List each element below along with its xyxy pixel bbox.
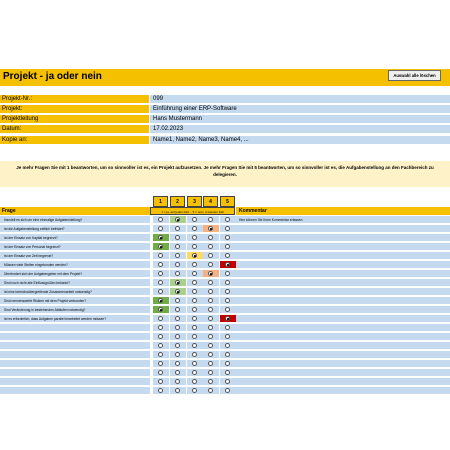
radio-button[interactable] — [192, 343, 197, 348]
rating-cell-2[interactable] — [170, 234, 187, 242]
rating-cell-2[interactable] — [170, 333, 187, 341]
question-text: Ist der Einsatz von Kapital begrenzt? — [0, 234, 150, 242]
comment-field[interactable] — [236, 261, 450, 269]
radio-button[interactable] — [175, 388, 180, 393]
radio-button[interactable] — [192, 235, 197, 240]
radio-button[interactable] — [158, 370, 163, 375]
radio-button[interactable] — [225, 289, 230, 294]
rating-cell-2[interactable] — [170, 306, 187, 314]
rating-cell-5[interactable] — [220, 216, 237, 224]
rating-cell-4[interactable] — [203, 279, 220, 287]
rating-cell-1[interactable] — [153, 333, 170, 341]
rating-cell-4[interactable] — [203, 270, 220, 278]
project-number-field[interactable]: 099 — [150, 95, 450, 104]
rating-cell-4[interactable] — [203, 297, 220, 305]
rating-cell-2[interactable] — [170, 324, 187, 332]
radio-button[interactable] — [175, 352, 180, 357]
radio-button[interactable] — [208, 217, 213, 222]
radio-button[interactable] — [208, 370, 213, 375]
rating-cell-1[interactable] — [153, 360, 170, 368]
question-text: Ist die Aufgabenstellung zeitlich befristet? — [0, 225, 150, 233]
radio-button[interactable] — [158, 325, 163, 330]
radio-button[interactable] — [175, 235, 180, 240]
rating-cell-1[interactable] — [153, 297, 170, 305]
radio-button[interactable] — [192, 379, 197, 384]
radio-button[interactable] — [158, 289, 163, 294]
radio-button[interactable] — [225, 361, 230, 366]
radio-button[interactable] — [225, 316, 230, 321]
radio-button[interactable] — [225, 352, 230, 357]
rating-cell-2[interactable] — [170, 243, 187, 251]
rating-cell-5[interactable] — [220, 225, 237, 233]
comment-field[interactable] — [236, 270, 450, 278]
radio-button[interactable] — [208, 244, 213, 249]
rating-cell-1[interactable] — [153, 306, 170, 314]
radio-button[interactable] — [192, 334, 197, 339]
rating-cell-3[interactable] — [187, 351, 204, 359]
rating-cell-3[interactable] — [187, 261, 204, 269]
copy-to-label: Kopie an: — [0, 136, 149, 145]
rating-cell-5[interactable] — [220, 234, 237, 242]
question-text: Sind nennenswerte Risiken mit dem Projekt verbunden? — [0, 297, 150, 305]
date-field[interactable]: 17.02.2023 — [150, 125, 450, 134]
rating-cell-5[interactable] — [220, 279, 237, 287]
radio-button[interactable] — [192, 325, 197, 330]
rating-cell-2[interactable] — [170, 360, 187, 368]
rating-cell-2[interactable] — [170, 351, 187, 359]
rating-cell-1[interactable] — [153, 252, 170, 260]
rating-cell-5[interactable] — [220, 261, 237, 269]
rating-cell-5[interactable] — [220, 351, 237, 359]
rating-cell-4[interactable] — [203, 342, 220, 350]
radio-button[interactable] — [158, 343, 163, 348]
rating-cell-1[interactable] — [153, 270, 170, 278]
rating-cell-3[interactable] — [187, 369, 204, 377]
radio-button[interactable] — [175, 244, 180, 249]
question-text: Überfordert sich der Aufgabengeber mit dem Projekt? — [0, 270, 150, 278]
rating-cell-3[interactable] — [187, 216, 204, 224]
rating-cell-2[interactable] — [170, 315, 187, 323]
rating-cell-2[interactable] — [170, 279, 187, 287]
comment-field[interactable] — [236, 351, 450, 359]
radio-button[interactable] — [158, 361, 163, 366]
rating-cell-3[interactable] — [187, 243, 204, 251]
rating-cell-4[interactable] — [203, 261, 220, 269]
rating-cell-2[interactable] — [170, 225, 187, 233]
rating-cell-3[interactable] — [187, 270, 204, 278]
project-lead-field[interactable]: Hans Mustermann — [150, 115, 450, 124]
radio-button[interactable] — [175, 361, 180, 366]
radio-button[interactable] — [158, 253, 163, 258]
scale-header-2: 2 — [170, 196, 185, 207]
radio-button[interactable] — [192, 253, 197, 258]
radio-button[interactable] — [192, 217, 197, 222]
rating-cell-2[interactable] — [170, 342, 187, 350]
radio-button[interactable] — [158, 217, 163, 222]
rating-cell-2[interactable] — [170, 261, 187, 269]
rating-cell-4[interactable] — [203, 387, 220, 395]
rating-cell-3[interactable] — [187, 297, 204, 305]
radio-button[interactable] — [225, 370, 230, 375]
page-title: Projekt - ja oder nein — [3, 71, 102, 82]
rating-cell-1[interactable] — [153, 288, 170, 296]
radio-button[interactable] — [208, 352, 213, 357]
radio-button[interactable] — [225, 334, 230, 339]
rating-cell-2[interactable] — [170, 252, 187, 260]
radio-button[interactable] — [175, 253, 180, 258]
radio-button[interactable] — [208, 379, 213, 384]
radio-button[interactable] — [225, 253, 230, 258]
rating-cell-3[interactable] — [187, 333, 204, 341]
question-text: Handelt es sich um eine einmalige Aufgabenstellung? — [0, 216, 150, 224]
radio-button[interactable] — [208, 316, 213, 321]
radio-button[interactable] — [175, 298, 180, 303]
question-text — [0, 333, 150, 341]
radio-button[interactable] — [208, 343, 213, 348]
rating-cell-5[interactable] — [220, 342, 237, 350]
comment-field[interactable] — [236, 252, 450, 260]
question-text — [0, 360, 150, 368]
rating-cell-5[interactable] — [220, 387, 237, 395]
rating-cell-4[interactable] — [203, 315, 220, 323]
rating-cell-3[interactable] — [187, 279, 204, 287]
radio-button[interactable] — [225, 235, 230, 240]
rating-cell-3[interactable] — [187, 342, 204, 350]
question-text: Ist der Einsatz von Personal begrenzt? — [0, 243, 150, 251]
rating-cell-4[interactable] — [203, 225, 220, 233]
radio-button[interactable] — [192, 388, 197, 393]
rating-cell-4[interactable] — [203, 243, 220, 251]
radio-button[interactable] — [192, 298, 197, 303]
rating-cell-5[interactable] — [220, 270, 237, 278]
rating-cell-1[interactable] — [153, 369, 170, 377]
question-text — [0, 351, 150, 359]
radio-button[interactable] — [192, 352, 197, 357]
radio-button[interactable] — [208, 226, 213, 231]
comment-field[interactable] — [236, 360, 450, 368]
rating-cell-2[interactable] — [170, 270, 187, 278]
radio-button[interactable] — [192, 289, 197, 294]
rating-cell-2[interactable] — [170, 378, 187, 386]
rating-cell-3[interactable] — [187, 387, 204, 395]
rating-cell-1[interactable] — [153, 324, 170, 332]
rating-cell-4[interactable] — [203, 333, 220, 341]
radio-button[interactable] — [158, 262, 163, 267]
radio-button[interactable] — [192, 280, 197, 285]
rating-cell-4[interactable] — [203, 360, 220, 368]
radio-button[interactable] — [192, 370, 197, 375]
radio-button[interactable] — [192, 316, 197, 321]
radio-button[interactable] — [225, 271, 230, 276]
rating-cell-1[interactable] — [153, 234, 170, 242]
question-text — [0, 342, 150, 350]
radio-button[interactable] — [175, 379, 180, 384]
rating-cell-1[interactable] — [153, 342, 170, 350]
radio-button[interactable] — [158, 379, 163, 384]
rating-cell-2[interactable] — [170, 216, 187, 224]
radio-button[interactable] — [225, 307, 230, 312]
radio-button[interactable] — [208, 388, 213, 393]
radio-button[interactable] — [175, 262, 180, 267]
rating-cell-4[interactable] — [203, 306, 220, 314]
radio-button[interactable] — [225, 226, 230, 231]
radio-button[interactable] — [158, 235, 163, 240]
radio-button[interactable] — [208, 262, 213, 267]
rating-cell-2[interactable] — [170, 387, 187, 395]
radio-button[interactable] — [192, 262, 197, 267]
radio-button[interactable] — [225, 343, 230, 348]
radio-button[interactable] — [158, 307, 163, 312]
rating-cell-1[interactable] — [153, 261, 170, 269]
radio-button[interactable] — [158, 352, 163, 357]
radio-button[interactable] — [192, 244, 197, 249]
radio-button[interactable] — [175, 370, 180, 375]
question-column-header: Frage — [0, 207, 150, 215]
radio-button[interactable] — [225, 325, 230, 330]
rating-cell-5[interactable] — [220, 315, 237, 323]
radio-button[interactable] — [175, 307, 180, 312]
rating-cell-4[interactable] — [203, 216, 220, 224]
rating-cell-5[interactable] — [220, 369, 237, 377]
rating-cell-4[interactable] — [203, 234, 220, 242]
comment-field[interactable] — [236, 306, 450, 314]
radio-button[interactable] — [175, 289, 180, 294]
rating-cell-5[interactable] — [220, 378, 237, 386]
rating-cell-4[interactable] — [203, 378, 220, 386]
rating-cell-5[interactable] — [220, 252, 237, 260]
comment-field[interactable] — [236, 279, 450, 287]
rating-cell-5[interactable] — [220, 324, 237, 332]
date-label: Datum: — [0, 125, 149, 134]
rating-cell-3[interactable] — [187, 324, 204, 332]
rating-cell-3[interactable] — [187, 378, 204, 386]
rating-cell-4[interactable] — [203, 252, 220, 260]
radio-button[interactable] — [158, 388, 163, 393]
rating-cell-3[interactable] — [187, 288, 204, 296]
project-lead-label: Projektleitung — [0, 115, 149, 124]
rating-cell-1[interactable] — [153, 315, 170, 323]
radio-button[interactable] — [208, 280, 213, 285]
rating-cell-4[interactable] — [203, 369, 220, 377]
rating-cell-1[interactable] — [153, 378, 170, 386]
radio-button[interactable] — [225, 262, 230, 267]
radio-button[interactable] — [158, 298, 163, 303]
radio-button[interactable] — [175, 217, 180, 222]
radio-button[interactable] — [158, 334, 163, 339]
copy-to-field[interactable]: Name1, Name2, Name3, Name4, ... — [150, 136, 450, 145]
comment-field[interactable] — [236, 378, 450, 386]
rating-cell-1[interactable] — [153, 225, 170, 233]
question-text: Müssen viele Stellen eingebunden werden? — [0, 261, 150, 269]
rating-cell-5[interactable] — [220, 360, 237, 368]
radio-button[interactable] — [208, 325, 213, 330]
radio-button[interactable] — [225, 379, 230, 384]
radio-button[interactable] — [208, 334, 213, 339]
rating-cell-1[interactable] — [153, 216, 170, 224]
rating-cell-3[interactable] — [187, 252, 204, 260]
question-text: Ist es erforderlich, dass Aufgaben parallel bearbeitet werden müssen? — [0, 315, 150, 323]
scale-legend: 1 = ja, auf jeden Fall ... 5 = nein, in keinem Fall — [150, 207, 235, 215]
radio-button[interactable] — [225, 244, 230, 249]
rating-cell-1[interactable] — [153, 243, 170, 251]
radio-button[interactable] — [208, 253, 213, 258]
question-text: Sind Veränderung in bestehenden Abläufen notwendig? — [0, 306, 150, 314]
radio-button[interactable] — [208, 235, 213, 240]
radio-button[interactable] — [175, 226, 180, 231]
rating-cell-1[interactable] — [153, 387, 170, 395]
rating-cell-4[interactable] — [203, 288, 220, 296]
comment-field[interactable] — [236, 369, 450, 377]
rating-cell-5[interactable] — [220, 333, 237, 341]
radio-button[interactable] — [158, 271, 163, 276]
clear-selection-button[interactable]: Auswahl alle löschen — [388, 70, 441, 81]
radio-button[interactable] — [225, 217, 230, 222]
radio-button[interactable] — [225, 280, 230, 285]
radio-button[interactable] — [175, 316, 180, 321]
radio-button[interactable] — [192, 226, 197, 231]
scale-header-3: 3 — [187, 196, 202, 207]
radio-button[interactable] — [208, 289, 213, 294]
scale-header-5: 5 — [220, 196, 235, 207]
radio-button[interactable] — [192, 361, 197, 366]
comment-field[interactable] — [236, 243, 450, 251]
question-text: Sind noch nicht alle Einflussgrößen bekannt? — [0, 279, 150, 287]
question-text: Ist der Einsatz von Zeit begrenzt? — [0, 252, 150, 260]
comment-field[interactable] — [236, 297, 450, 305]
comment-field[interactable]: Hier können Sie Ihren Kommentar erfassen — [236, 216, 450, 224]
question-text: Ist eine bereichsübergreifende Zusammenarbeit notwendig? — [0, 288, 150, 296]
question-text — [0, 369, 150, 377]
rating-cell-5[interactable] — [220, 243, 237, 251]
radio-button[interactable] — [208, 361, 213, 366]
question-text — [0, 387, 150, 395]
rating-cell-5[interactable] — [220, 306, 237, 314]
radio-button[interactable] — [208, 271, 213, 276]
project-label: Projekt: — [0, 105, 149, 114]
comment-field[interactable] — [236, 225, 450, 233]
rating-cell-1[interactable] — [153, 279, 170, 287]
rating-cell-3[interactable] — [187, 306, 204, 314]
radio-button[interactable] — [158, 280, 163, 285]
project-field[interactable]: Einführung einer ERP-Software — [150, 105, 450, 114]
rating-cell-4[interactable] — [203, 324, 220, 332]
question-text — [0, 378, 150, 386]
radio-button[interactable] — [208, 298, 213, 303]
rating-cell-5[interactable] — [220, 288, 237, 296]
radio-button[interactable] — [208, 307, 213, 312]
rating-cell-1[interactable] — [153, 351, 170, 359]
radio-button[interactable] — [175, 271, 180, 276]
radio-button[interactable] — [158, 316, 163, 321]
radio-button[interactable] — [225, 388, 230, 393]
comment-field[interactable] — [236, 387, 450, 395]
instruction-text: Je mehr Fragen Sie mit 1 beantworten, um so sinnvoller ist es, ein Projekt aufzusetzen. Je mehr Fragen Sie mit 5 beantworten, um so sinnvoller ist es, die Aufgabenstellung an den Fachbereich zu delegieren. — [0, 161, 450, 187]
scale-header-4: 4 — [203, 196, 218, 207]
comment-field[interactable] — [236, 315, 450, 323]
radio-button[interactable] — [175, 334, 180, 339]
radio-button[interactable] — [158, 226, 163, 231]
rating-cell-2[interactable] — [170, 297, 187, 305]
comment-column-header: Kommentar — [236, 207, 450, 215]
radio-button[interactable] — [225, 298, 230, 303]
rating-cell-5[interactable] — [220, 297, 237, 305]
scale-header-1: 1 — [153, 196, 168, 207]
radio-button[interactable] — [192, 307, 197, 312]
rating-cell-3[interactable] — [187, 360, 204, 368]
comment-field[interactable] — [236, 342, 450, 350]
rating-cell-3[interactable] — [187, 225, 204, 233]
radio-button[interactable] — [175, 280, 180, 285]
rating-cell-2[interactable] — [170, 288, 187, 296]
question-text — [0, 324, 150, 332]
comment-field[interactable] — [236, 333, 450, 341]
comment-field[interactable] — [236, 288, 450, 296]
radio-button[interactable] — [158, 244, 163, 249]
rating-cell-3[interactable] — [187, 315, 204, 323]
rating-cell-3[interactable] — [187, 234, 204, 242]
rating-cell-2[interactable] — [170, 369, 187, 377]
rating-cell-4[interactable] — [203, 351, 220, 359]
comment-field[interactable] — [236, 234, 450, 242]
comment-field[interactable] — [236, 324, 450, 332]
radio-button[interactable] — [175, 343, 180, 348]
project-number-label: Projekt-Nr.: — [0, 95, 149, 104]
radio-button[interactable] — [192, 271, 197, 276]
radio-button[interactable] — [175, 325, 180, 330]
